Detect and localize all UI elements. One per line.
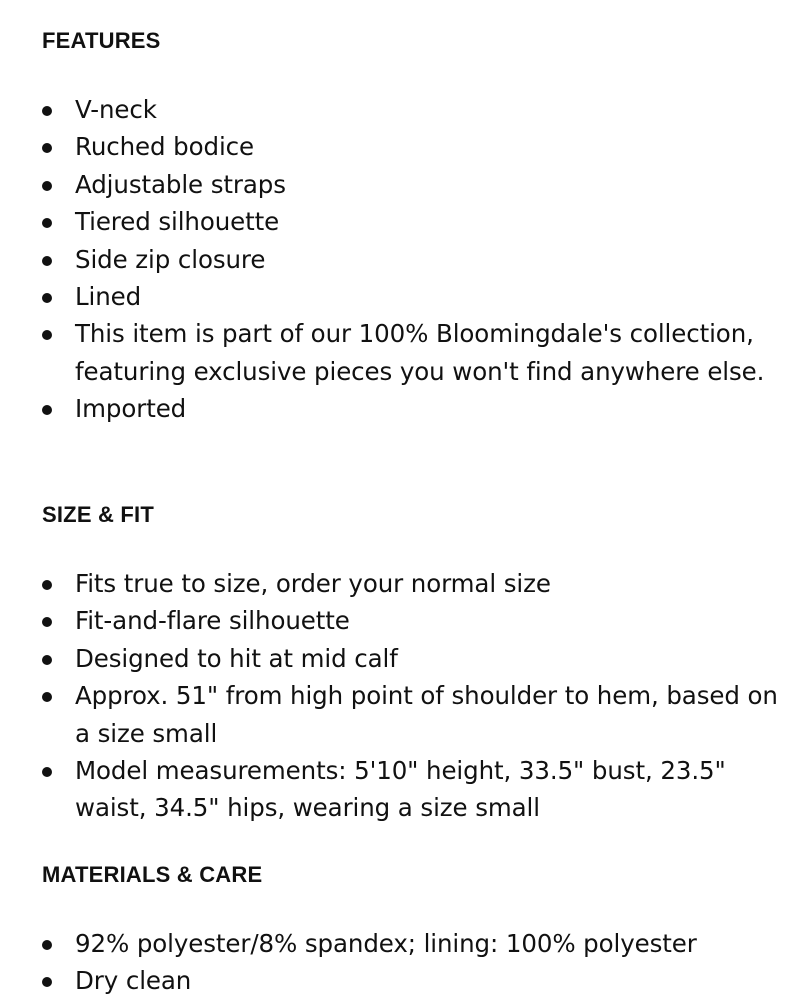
list-item-text: Dry clean: [75, 966, 192, 996]
list-item: [42, 677, 782, 752]
bullet-icon: [42, 655, 52, 665]
size-fit-list: [42, 565, 782, 827]
list-item: [42, 962, 782, 999]
features-list: [42, 91, 782, 428]
list-item-text: Lined: [75, 282, 142, 312]
list-item-text: Side zip closure: [75, 244, 266, 274]
materials-care-heading: MATERIALS & CARE: [42, 862, 263, 887]
list-item: [42, 752, 782, 827]
bullet-icon: [42, 218, 52, 228]
list-item-text: Designed to hit at mid calf: [75, 643, 398, 673]
list-item: [42, 91, 782, 128]
list-item-text: Model measurements: 5'10" height, 33.5" bust, 23.5" waist, 34.5" hips, wearing a size small: [75, 756, 726, 823]
bullet-icon: [42, 617, 52, 627]
size-fit-heading: SIZE & FIT: [42, 502, 154, 527]
list-item: [42, 203, 782, 240]
bullet-icon: [42, 692, 52, 702]
list-item-text: Ruched bodice: [75, 132, 255, 162]
list-item-text: Fits true to size, order your normal size: [75, 569, 551, 598]
list-item-text: Tiered silhouette: [75, 207, 280, 237]
list-item-text: Approx. 51" from high point of shoulder to hem, based on a size small: [75, 681, 778, 748]
size-fit-section: [42, 502, 782, 827]
list-item: [42, 925, 782, 962]
list-item-text: This item is part of our 100% Bloomingdale's collection, featuring exclusive pieces you won't find anywhere else.: [75, 319, 765, 386]
list-item-text: Imported: [75, 394, 187, 424]
list-item: [42, 278, 782, 315]
bullet-icon: [42, 330, 52, 340]
materials-care-list: [42, 925, 782, 1000]
list-item: [42, 602, 782, 639]
list-item: [42, 315, 782, 390]
bullet-icon: [42, 767, 52, 777]
bullet-icon: [42, 405, 52, 415]
materials-care-section: [42, 862, 782, 1000]
features-heading: FEATURES: [42, 28, 161, 53]
list-item: [42, 390, 782, 427]
list-item-text: 92% polyester/8% spandex; lining: 100% polyester: [75, 929, 697, 958]
bullet-icon: [42, 977, 52, 987]
list-item-text: Fit-and-flare silhouette: [75, 606, 350, 636]
list-item: [42, 166, 782, 203]
list-item: [42, 565, 782, 602]
bullet-icon: [42, 256, 52, 266]
bullet-icon: [42, 293, 52, 303]
bullet-icon: [42, 181, 52, 191]
bullet-icon: [42, 940, 52, 950]
bullet-icon: [42, 106, 52, 116]
list-item: [42, 640, 782, 677]
list-item: [42, 128, 782, 165]
bullet-icon: [42, 143, 52, 153]
features-section: [42, 28, 782, 428]
list-item-text: Adjustable straps: [75, 169, 286, 199]
bullet-icon: [42, 580, 52, 590]
list-item: [42, 241, 782, 278]
list-item-text: V-neck: [75, 95, 157, 124]
